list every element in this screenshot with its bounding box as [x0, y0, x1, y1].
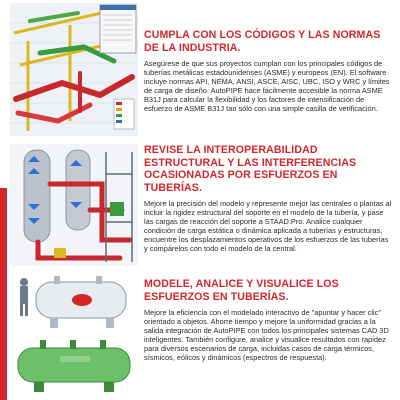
section-heading: REVISE LA INTEROPERABILIDAD ESTRUCTURAL Y LAS INTERFERENCIAS OCASIONADAS POR ESFUERZOS EN TUBERÍAS. — [144, 144, 357, 194]
section-body: Mejore la eficiencia con el modelado interactivo de "apuntar y hacer clic" orientado a objetos. Ahorre tiempo y mejore la uniformidad gracias a la salida integración de AutoPIPE con todos los principales sistemas CAD 3D inteligentes. También configure, analice y visualice resultados con rapidez para diversos escenarios de carga, incluidas casos de carga térmicos, sísmicos, eólicos y dinámicos (espectros de respuesta). — [144, 308, 389, 363]
piping-model-screenshot — [10, 3, 138, 136]
section-model-analyze — [0, 270, 400, 400]
section-heading: CUMPLA CON LOS CÓDIGOS Y LAS NORMAS DE LA INDUSTRIA. — [144, 29, 381, 54]
section-codes-standards — [0, 0, 400, 140]
section-body: Asegúrese de que sus proyectos cumplan con los principales códigos de tuberías metálicas estadounidenses (ASME) y europeos (EN). El software incluye normas API, NEMA, ANSI, ASCE, AISC, UBC, ISO y WRC y límites de carga de diseño. AutoPIPE hace fácilmente accesible la norma ASME B31J para calcular la flexibilidad y los factores de intensificación de esfuerzo de ASME B31J tan sólo con una simple casilla de verificación. — [144, 59, 390, 114]
section-structural-interoperability — [0, 140, 400, 270]
pressure-vessel-image — [10, 272, 138, 398]
section-body: Mejore la precisión del modelo y represente mejor las centrales o plantas al incluir la rigidez estructural del soporte en el modelo de la tubería, y pase las cargas de reacción del soporte a STAAD.Pro. Analice cualquier condición de carga estática o dinámica aplicada a tuberías y estructuras, encuentre los desplazamientos operativos de los esfuerzos de las tuberías y compárelos con todo el modelo de la central. — [144, 199, 392, 254]
plant-3d-model-image — [10, 144, 138, 266]
section-heading: MODELE, ANALICE Y VISUALICE LOS ESFUERZOS EN TUBERÍAS. — [144, 278, 339, 303]
